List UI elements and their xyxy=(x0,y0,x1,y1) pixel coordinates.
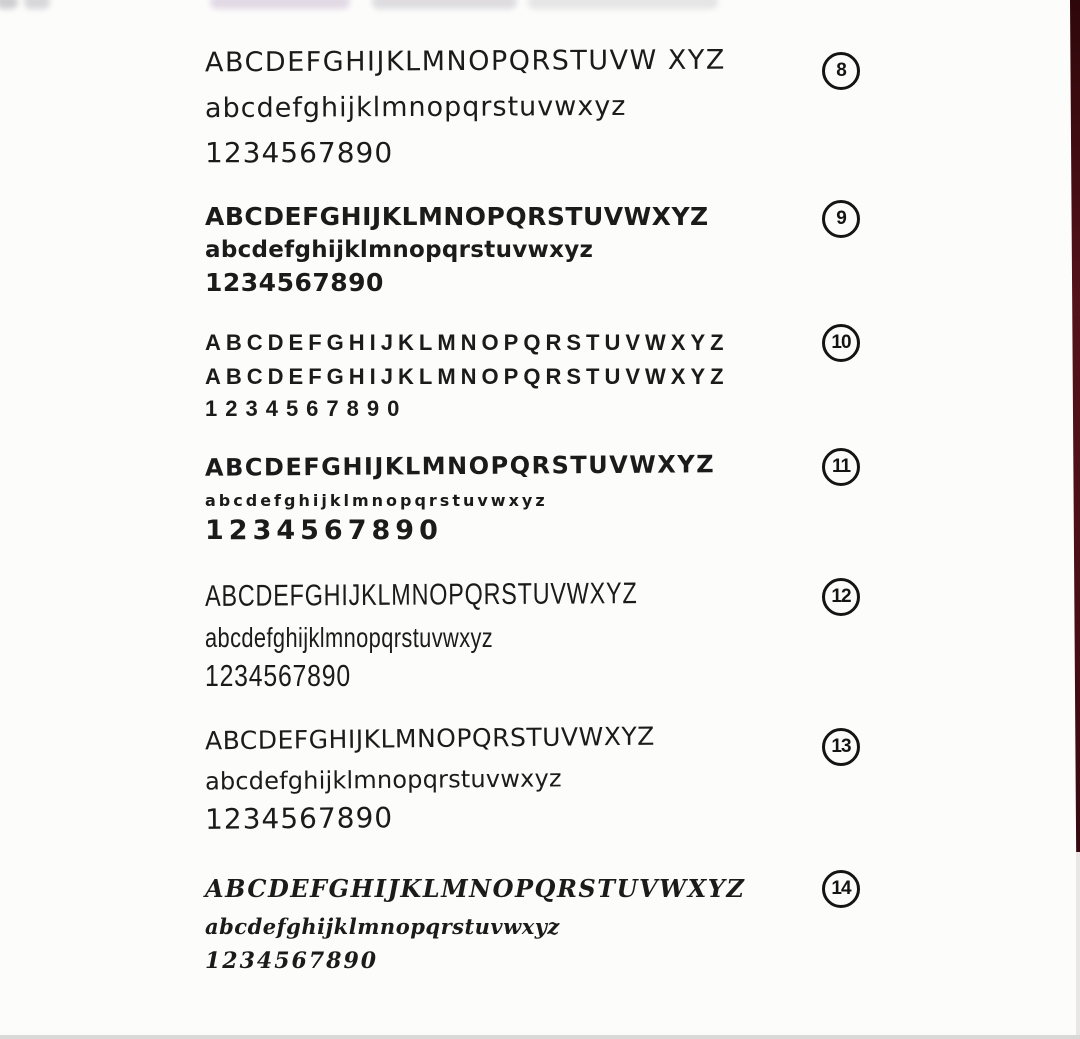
specimen-8-digits-row: 1234567890 xyxy=(205,136,394,169)
specimen-13-lowercase-row: abcdefghijklmnopqrstuvwxyz xyxy=(204,764,562,796)
top-edge-smudge xyxy=(210,0,350,9)
specimen-11-digits-row: 1234567890 xyxy=(205,515,443,546)
top-edge-smudge xyxy=(24,0,50,9)
specimen-10-digits-row: 1234567890 xyxy=(205,396,408,421)
specimen-14-uppercase-row: ABCDEFGHIJKLMNOPQRSTUVWXYZ xyxy=(205,874,746,903)
specimen-8-uppercase-row: ABCDEFGHIJKLMNOPQRSTUVW XYZ xyxy=(204,44,726,79)
specimen-10-uppercase-row-2: ABCDEFGHIJKLMNOPQRSTUVWXYZ xyxy=(205,364,729,389)
right-edge-paper-shadow xyxy=(1076,852,1080,1039)
top-edge-smudge xyxy=(0,0,18,9)
specimen-9-lowercase-row: abcdefghijklmnopqrstuvwxyz xyxy=(205,237,594,263)
specimen-9-uppercase-row: ABCDEFGHIJKLMNOPQRSTUVWXYZ xyxy=(205,202,709,231)
font-number-badge-13: 13 xyxy=(822,728,860,766)
top-edge-smudge xyxy=(372,0,517,9)
top-edge-smudge xyxy=(528,0,718,9)
specimen-14-digits-row: 1234567890 xyxy=(205,948,379,974)
bottom-edge-shadow xyxy=(0,1035,1080,1039)
specimen-12-digits-row: 1234567890 xyxy=(205,658,351,693)
specimen-11-uppercase-row: ABCDEFGHIJKLMNOPQRSTUVWXYZ xyxy=(204,450,716,482)
specimen-13-digits-row: 1234567890 xyxy=(204,801,394,836)
specimen-11-lowercase-row: abcdefghijklmnopqrstuvwxyz xyxy=(205,491,548,510)
font-number-badge-10: 10 xyxy=(822,324,860,362)
specimen-10-uppercase-row: ABCDEFGHIJKLMNOPQRSTUVWXYZ xyxy=(205,330,729,355)
font-number-badge-11: 11 xyxy=(822,448,860,486)
specimen-13-uppercase-row: ABCDEFGHIJKLMNOPQRSTUVWXYZ xyxy=(204,721,655,756)
font-number-badge-14: 14 xyxy=(822,870,860,908)
font-number-badge-12: 12 xyxy=(822,578,860,616)
right-edge-maroon-strip xyxy=(1070,0,1080,856)
specimen-9-digits-row: 1234567890 xyxy=(205,268,384,297)
font-number-badge-9: 9 xyxy=(822,200,860,238)
specimen-14-lowercase-row: abcdefghijklmnopqrstuvwxyz xyxy=(205,914,560,939)
specimen-12-lowercase-row: abcdefghijklmnopqrstuvwxyz xyxy=(205,622,494,653)
specimen-8-lowercase-row: abcdefghijklmnopqrstuvwxyz xyxy=(204,90,627,125)
specimen-12-uppercase-row: ABCDEFGHIJKLMNOPQRSTUVWXYZ xyxy=(205,577,638,613)
font-number-badge-8: 8 xyxy=(822,52,860,90)
